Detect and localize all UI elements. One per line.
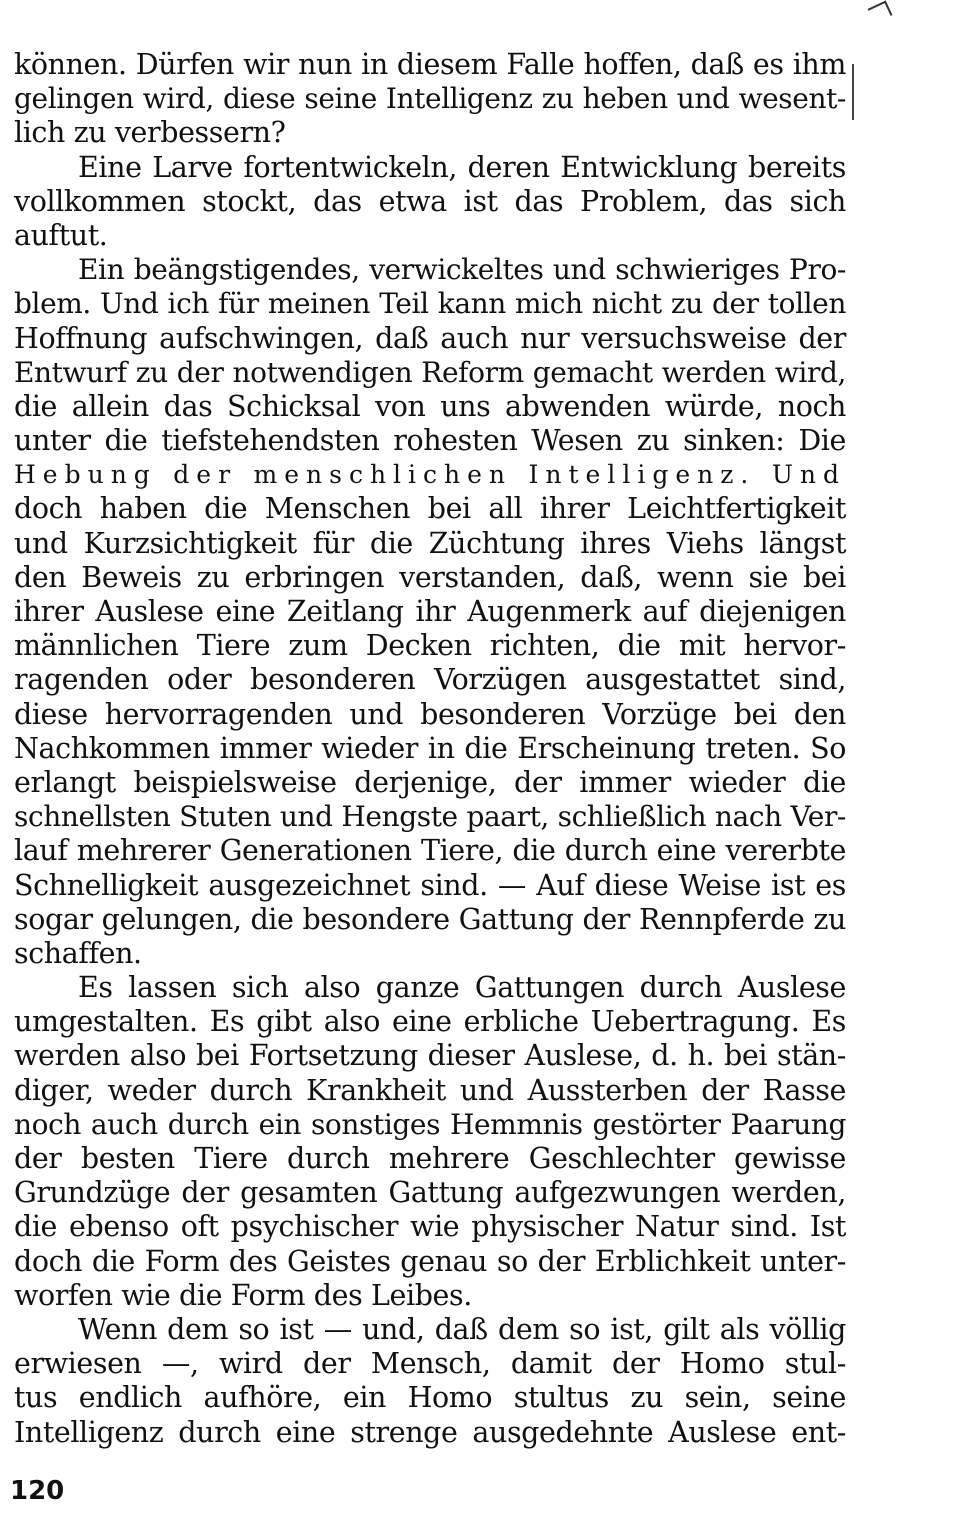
- text-line: schnellsten Stuten und Hengste paart, schließlich nach Ver-: [14, 800, 846, 834]
- text-line: umgestalten. Es gibt also eine erbliche Uebertragung. Es: [14, 1005, 846, 1039]
- text-line: Nachkommen immer wieder in die Erscheinung treten. So: [14, 731, 846, 765]
- text-line: Es lassen sich also ganze Gattungen durch Auslese: [78, 971, 846, 1005]
- text-line: Schnelligkeit ausgezeichnet sind. — Auf diese Weise ist es: [14, 868, 846, 902]
- text-line: diger, weder durch Krankheit und Aussterben der Rasse: [14, 1073, 846, 1107]
- page-body: [14, 48, 846, 1450]
- text-line: ihrer Auslese eine Zeitlang ihr Augenmerk auf diejenigen: [14, 595, 846, 628]
- text-line: sogar gelungen, die besondere Gattung der Rennpferde zu: [14, 902, 846, 936]
- text-line: und Kurzsichtigkeit für die Züchtung ihres Viehs längst: [14, 526, 846, 560]
- text-line: gelingen wird, diese seine Intelligenz zu heben und wesent-: [14, 82, 846, 116]
- text-line: auftut.: [14, 218, 108, 252]
- text-line: männlichen Tiere zum Decken richten, die mit hervor-: [14, 629, 846, 663]
- text-line: erlangt beispielsweise derjenige, der immer wieder die: [14, 765, 846, 799]
- text-line: die allein das Schicksal von uns abwenden würde, noch: [14, 389, 846, 423]
- text-line: noch auch durch ein sonstiges Hemmnis gestörter Paarung: [14, 1107, 846, 1141]
- text-line: Entwurf zu der notwendigen Reform gemacht werden wird,: [14, 355, 846, 389]
- text-line: lauf mehrerer Generationen Tiere, die durch eine vererbte: [14, 834, 846, 868]
- text-line: schaffen.: [14, 936, 142, 970]
- text-line-emphasis: Hebung der menschlichen Intelligenz. Und: [14, 460, 846, 490]
- text-line: die ebenso oft psychischer wie physischer Natur sind. Ist: [14, 1210, 846, 1244]
- text-line: tus endlich aufhöre, ein Homo stultus zu sein, seine: [14, 1381, 846, 1415]
- text-line: ragenden oder besonderen Vorzügen ausgestattet sind,: [14, 663, 846, 697]
- page-number: 120: [10, 1476, 65, 1506]
- text-line: können. Dürfen wir nun in diesem Falle hoffen, daß es ihm: [14, 48, 846, 81]
- text-line: blem. Und ich für meinen Teil kann mich nicht zu der tollen: [14, 287, 846, 321]
- text-line: der besten Tiere durch mehrere Geschlechter gewisse: [14, 1142, 846, 1175]
- text-line: Hoffnung aufschwingen, daß auch nur versuchsweise der: [14, 321, 846, 355]
- text-line: Ein beängstigendes, verwickeltes und schwieriges Pro-: [78, 253, 846, 287]
- text-line: Wenn dem so ist — und, daß dem so ist, gilt als völlig: [78, 1312, 846, 1346]
- text-line: worfen wie die Form des Leibes.: [14, 1278, 472, 1312]
- margin-mark-right: [852, 64, 860, 120]
- text-line: Intelligenz durch eine strenge ausgedehnte Auslese ent-: [14, 1415, 846, 1449]
- text-line: vollkommen stockt, das etwa ist das Problem, das sich: [14, 184, 846, 218]
- text-line: Eine Larve fortentwickeln, deren Entwicklung bereits: [78, 150, 846, 184]
- text-line: den Beweis zu erbringen verstanden, daß, wenn sie bei: [14, 560, 846, 594]
- text-line: werden also bei Fortsetzung dieser Auslese, d. h. bei stän-: [14, 1039, 846, 1073]
- margin-mark-top: [868, 1, 893, 24]
- text-line: doch haben die Menschen bei all ihrer Leichtfertigkeit: [14, 492, 846, 526]
- text-line: unter die tiefstehendsten rohesten Wesen zu sinken: Die: [14, 424, 846, 458]
- text-line: diese hervorragenden und besonderen Vorzüge bei den: [14, 697, 846, 731]
- text-line: lich zu verbessern?: [14, 116, 286, 150]
- text-line: Grundzüge der gesamten Gattung aufgezwungen werden,: [14, 1176, 846, 1210]
- text-line: doch die Form des Geistes genau so der Erblichkeit unter-: [14, 1244, 846, 1278]
- text-line: erwiesen —, wird der Mensch, damit der Homo stul-: [14, 1347, 846, 1381]
